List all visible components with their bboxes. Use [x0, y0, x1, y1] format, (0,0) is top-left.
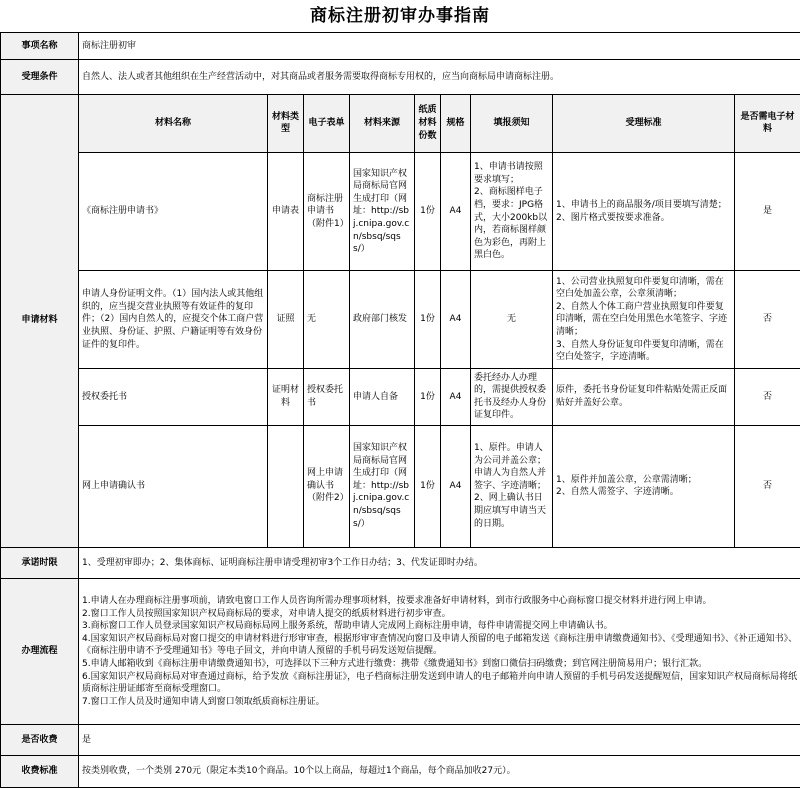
material-form: 无: [304, 271, 350, 369]
material-row: [1, 271, 800, 369]
materials-label: 申请材料: [1, 94, 79, 547]
is-fee-value: 是: [79, 725, 800, 755]
material-type: 申请表: [268, 153, 304, 271]
header-standard: 受理标准: [553, 94, 735, 153]
material-name: 授权委托书: [79, 369, 268, 426]
material-copies: 1份: [415, 271, 441, 369]
material-form: 商标注册申请书（附件1）: [304, 153, 350, 271]
material-name: 网上申请确认书: [79, 425, 268, 547]
material-spec: A4: [441, 271, 471, 369]
material-standard: 1、申请书上的商品服务/项目要填写清楚； 2、图片格式要按要求准备。: [553, 153, 735, 271]
material-standard: 1、公司营业执照复印件要复印清晰，需在空白处加盖公章，公章须清晰； 2、自然人个体工商户营业执照复印件要复印清晰，需在空白处用黑色水笔签字、字迹清晰； 3、自然人身份证复印件要复印清晰，需在空白处签字，字迹清晰。: [553, 271, 735, 369]
material-row: [1, 425, 800, 547]
is-fee-label: 是否收费: [1, 725, 79, 755]
material-electronic: 否: [735, 369, 800, 426]
material-type: 证照: [268, 271, 304, 369]
promise-label: 承诺时限: [1, 547, 79, 578]
item-name-value: 商标注册初审: [79, 33, 800, 60]
material-notes: 委托经办人办理的，需提供授权委托书及经办人身份证复印件。: [471, 369, 553, 426]
process-label: 办理流程: [1, 579, 79, 725]
material-spec: A4: [441, 153, 471, 271]
material-source: 申请人自备: [350, 369, 415, 426]
item-name-label: 事项名称: [1, 33, 79, 60]
material-standard: 原件，委托书身份证复印件粘贴处需正反面贴好并盖好公章。: [553, 369, 735, 426]
material-row: [1, 369, 800, 426]
process-step: 6.国家知识产权局商标局对审查通过商标，给予发放《商标注册证》，电子档商标注册发送到申请人的电子邮箱并向申请人预留的手机号码发送提醒短信，国家知识产权局商标局将纸质商标注册证邮寄至商标受理窗口。: [82, 671, 798, 695]
fee-standard-value: 按类别收费，一个类别 270元（限定本类10个商品。10个以上商品，每超过1个商品，每个商品加收27元）。: [79, 755, 800, 787]
acceptance-value: 自然人、法人或者其他组织在生产经营活动中，对其商品或者服务需要取得商标专用权的，应当向商标局申请商标注册。: [79, 60, 800, 94]
material-spec: A4: [441, 369, 471, 426]
process-step: 2.窗口工作人员按照国家知识产权局商标局的要求，对申请人提交的纸质材料进行初步审查。: [82, 608, 451, 619]
page-title: 商标注册初审办事指南: [310, 6, 490, 26]
header-notes: 填报须知: [471, 94, 553, 153]
material-copies: 1份: [415, 369, 441, 426]
material-standard: 1、原件并加盖公章，公章需清晰； 2、自然人需签字、字迹清晰。: [553, 425, 735, 547]
process-step: 7.窗口工作人员及时通知申请人到窗口领取纸质商标注册证。: [82, 696, 325, 707]
header-material-type: 材料类型: [268, 94, 304, 153]
material-source: 国家知识产权局商标局官网生成打印（网址：http://sbj.cnipa.gov.cn/sbsq/sqss/）: [350, 425, 415, 547]
material-electronic: 是: [735, 153, 800, 271]
row-is-fee: [1, 725, 800, 755]
material-type: 证明材料: [268, 369, 304, 426]
material-source: 国家知识产权局商标局官网生成打印（网址：http://sbj.cnipa.gov.cn/sbsq/sqss/）: [350, 153, 415, 271]
process-step: 3.商标窗口工作人员登录国家知识产权局商标局网上服务系统，帮助申请人完成网上商标注册申请，每件申请需提交网上申请确认书。: [82, 621, 613, 632]
header-copies: 纸质材料份数: [415, 94, 441, 153]
material-type: [268, 425, 304, 547]
header-electronic: 是否需电子材料: [735, 94, 800, 153]
material-spec: A4: [441, 425, 471, 547]
fee-standard-label: 收费标准: [1, 755, 79, 787]
acceptance-label: 受理条件: [1, 60, 79, 94]
process-step: 1.申请人在办理商标注册事项前，请致电窗口工作人员咨询所需办理事项材料，按要求准备好申请材料，到市行政服务中心商标窗口提交材料并进行网上申请。: [82, 596, 712, 607]
material-name: 申请人身份证明文件。（1）国内法人或其他组织的，应当提交营业执照等有效证件的复印件；（2）国内自然人的，应提交个体工商户营业执照、身份证、护照、户籍证明等有效身份证件的复印件。: [79, 271, 268, 369]
row-acceptance: [1, 60, 800, 94]
material-notes: 1、申请书请按照要求填写； 2、商标图样电子档，要求：JPG格式，大小200kb以内，若商标图样颜色为彩色，再附上黑白色。: [471, 153, 553, 271]
material-form: 网上申请确认书（附件2）: [304, 425, 350, 547]
material-electronic: 否: [735, 425, 800, 547]
guide-table: [0, 32, 800, 788]
materials-header-row: [1, 94, 800, 153]
process-step: 4.国家知识产权局商标局对窗口提交的申请材料进行形审审查，根据形审审查情况向窗口及申请人预留的电子邮箱发送《商标注册申请缴费通知书》、《受理通知书》、《补正通知书》、《商标注册申请不予受理通知书》等电子回文，并向申请人预留的手机号码发送短信提醒。: [82, 633, 798, 657]
material-name: 《商标注册申请书》: [79, 153, 268, 271]
header-spec: 规格: [441, 94, 471, 153]
material-notes: 无: [471, 271, 553, 369]
row-item-name: [1, 33, 800, 60]
material-source: 政府部门核发: [350, 271, 415, 369]
row-process: [1, 579, 800, 725]
process-steps: [79, 579, 800, 725]
material-row: [1, 153, 800, 271]
header-source: 材料来源: [350, 94, 415, 153]
material-electronic: 否: [735, 271, 800, 369]
promise-value: 1、受理初审即办；2、集体商标、证明商标注册申请受理初审3个工作日办结；3、代发证即时办结。: [79, 547, 800, 578]
header-material-name: 材料名称: [79, 94, 268, 153]
process-step: 5.申请人邮箱收到《商标注册申请缴费通知书》，可选择以下三种方式进行缴费：携带《缴费通知书》到窗口微信扫码缴费；到官网注册简易用户；银行汇款。: [82, 658, 708, 669]
material-notes: 1、原件。申请人为公司并盖公章；申请人为自然人并签字、字迹清晰； 2、网上确认书日期应填写申请当天的日期。: [471, 425, 553, 547]
row-promise: [1, 547, 800, 578]
row-fee-standard: [1, 755, 800, 787]
header-e-form: 电子表单: [304, 94, 350, 153]
material-form: 授权委托书: [304, 369, 350, 426]
material-copies: 1份: [415, 425, 441, 547]
material-copies: 1份: [415, 153, 441, 271]
